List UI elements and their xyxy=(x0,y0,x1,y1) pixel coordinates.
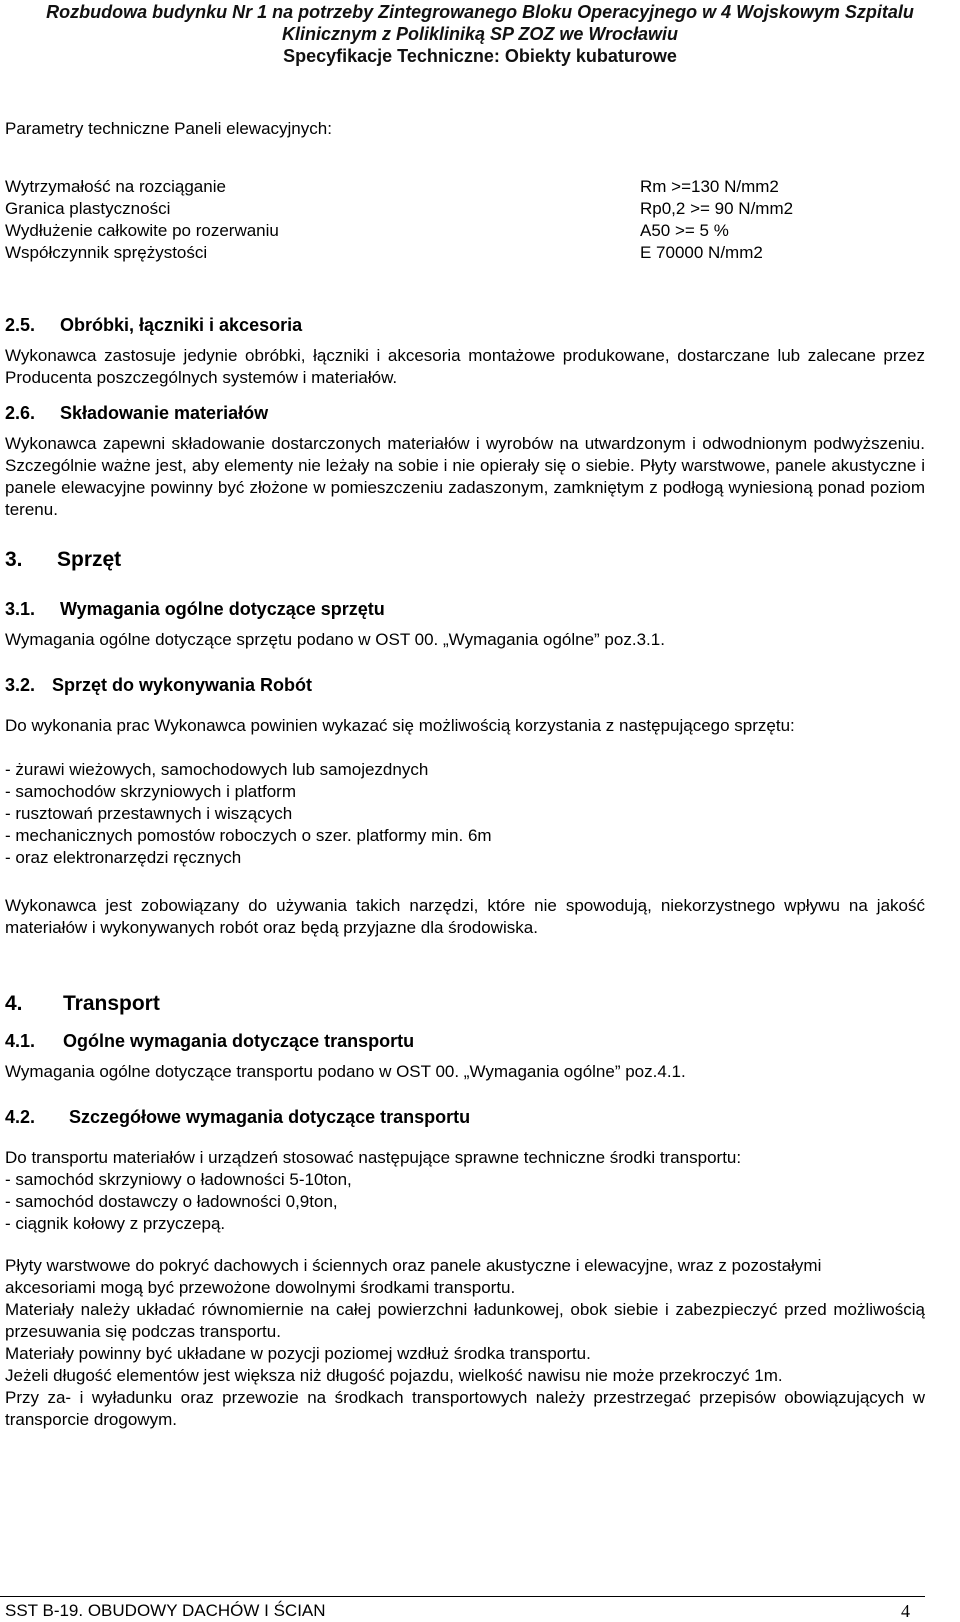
section-heading xyxy=(5,401,925,425)
list-item: - rusztowań przestawnych i wiszących xyxy=(5,804,293,823)
section-text: Wykonawca zastosuje jedynie obróbki, łączniki i akcesoria montażowe produkowane, dostarczane lub zalecane przez Producenta poszczególnych systemów i materiałów. xyxy=(5,346,925,387)
chapter-title: Transport xyxy=(63,992,160,1015)
section-number: 2.5. xyxy=(5,315,36,335)
section-text: Wymagania ogólne dotyczące sprzętu podano w OST 00. „Wymagania ogólne” poz.3.1. xyxy=(5,630,665,649)
page-number: 4 xyxy=(901,1601,910,1621)
section-title: Ogólne wymagania dotyczące transportu xyxy=(63,1031,415,1051)
list-item: - żurawi wieżowych, samochodowych lub samojezdnych xyxy=(5,760,429,779)
chapter-heading xyxy=(5,991,925,1017)
section-text: Płyty warstwowe do pokryć dachowych i ściennych oraz panele akustyczne i elewacyjne, wraz z pozostałymi akcesoriami mogą być przewożone dowolnymi środkami transportu. xyxy=(5,1256,822,1297)
param-name: Wydłużenie całkowite po rozerwaniu xyxy=(5,221,279,240)
section-text: Wykonawca jest zobowiązany do używania takich narzędzi, które nie spowodują, niekorzystnego wpływu na jakość materiałów i wykonywanych robót oraz będą przyjazne dla środowiska. xyxy=(5,896,925,937)
param-name: Wytrzymałość na rozciąganie xyxy=(5,177,226,196)
section-heading xyxy=(5,1105,925,1129)
param-value: A50 >= 5 % xyxy=(640,221,729,240)
section-title: Obróbki, łączniki i akcesoria xyxy=(60,315,303,335)
footer-divider xyxy=(0,1596,925,1597)
section-heading xyxy=(5,673,925,697)
param-value: E 70000 N/mm2 xyxy=(640,243,763,262)
panels-parameters-table xyxy=(5,176,925,264)
param-name: Współczynnik sprężystości xyxy=(5,243,208,262)
list-item: - samochód dostawczy o ładowności 0,9ton, xyxy=(5,1192,338,1211)
section-number: 4.2. xyxy=(5,1107,36,1127)
section-text: Materiały powinny być układane w pozycji poziomej wzdłuż środka transportu. xyxy=(5,1344,591,1363)
param-value: Rm >=130 N/mm2 xyxy=(640,177,779,196)
chapter-number: 3. xyxy=(5,548,23,571)
list-item: - samochód skrzyniowy o ładowności 5-10ton, xyxy=(5,1170,352,1189)
section-title: Sprzęt do wykonywania Robót xyxy=(52,675,313,695)
header-line-3: Specyfikacje Techniczne: Obiekty kubaturowe xyxy=(283,46,677,66)
section-number: 4.1. xyxy=(5,1031,36,1051)
section-heading xyxy=(5,597,925,621)
chapter-title: Sprzęt xyxy=(57,548,122,571)
equipment-list xyxy=(5,759,925,869)
param-value: Rp0,2 >= 90 N/mm2 xyxy=(640,199,794,218)
section-text: Jeżeli długość elementów jest większa niż długość pojazdu, wielkość nawisu nie może przekroczyć 1m. xyxy=(5,1366,783,1385)
section-intro: Do wykonania prac Wykonawca powinien wykazać się możliwością korzystania z następującego sprzętu: xyxy=(5,716,795,735)
section-number: 2.6. xyxy=(5,403,36,423)
section-text: Materiały należy układać równomiernie na całej powierzchni ładunkowej, obok siebie i zabezpieczyć przed możliwością przesuwania się podczas transportu. xyxy=(5,1300,925,1341)
section-text: Przy za- i wyładunku oraz przewozie na środkach transportowych należy przestrzegać przepisów obowiązujących w transporcie drogowym. xyxy=(5,1388,925,1429)
list-item: - oraz elektronarzędzi ręcznych xyxy=(5,848,242,867)
document-body xyxy=(5,100,925,1431)
page-header xyxy=(0,0,960,67)
section-heading xyxy=(5,313,925,337)
list-item: - samochodów skrzyniowych i platform xyxy=(5,782,296,801)
section-title: Wymagania ogólne dotyczące sprzętu xyxy=(60,599,385,619)
section-intro: Do transportu materiałów i urządzeń stosować następujące sprawne techniczne środki transportu: xyxy=(5,1148,742,1167)
section-heading xyxy=(5,1029,925,1053)
param-name: Granica plastyczności xyxy=(5,199,171,218)
section-number: 3.2. xyxy=(5,675,36,695)
section-text: Wymagania ogólne dotyczące transportu podano w OST 00. „Wymagania ogólne” poz.4.1. xyxy=(5,1062,686,1081)
header-line-1: Rozbudowa budynku Nr 1 na potrzeby Zintegrowanego Bloku Operacyjnego w 4 Wojskowym Szpitalu xyxy=(46,2,914,22)
section-title: Składowanie materiałów xyxy=(60,403,269,423)
footer-document-code: SST B-19. OBUDOWY DACHÓW I ŚCIAN xyxy=(5,1601,326,1620)
chapter-heading xyxy=(5,547,925,573)
section-text: Wykonawca zapewni składowanie dostarczonych materiałów i wyrobów na utwardzonym i odwodnionym podwyższeniu. Szczególnie ważne jest, aby elementy nie leżały na sobie i nie opierały się o siebie. Płyty warstwowe, panele akustyczne i panele elewacyjne powinny być złożone w pomieszczeniu zadaszonym, zamkniętym z podłogą wyniesioną ponad poziom terenu. xyxy=(5,434,925,519)
panels-title: Parametry techniczne Paneli elewacyjnych: xyxy=(5,119,332,138)
list-item: - ciągnik kołowy z przyczepą. xyxy=(5,1214,226,1233)
chapter-number: 4. xyxy=(5,992,23,1015)
header-line-2: Klinicznym z Polikliniką SP ZOZ we Wrocławiu xyxy=(281,24,679,44)
transport-list xyxy=(5,1169,925,1235)
list-item: - mechanicznych pomostów roboczych o szer. platformy min. 6m xyxy=(5,826,492,845)
section-number: 3.1. xyxy=(5,599,36,619)
section-title: Szczegółowe wymagania dotyczące transportu xyxy=(69,1107,471,1127)
